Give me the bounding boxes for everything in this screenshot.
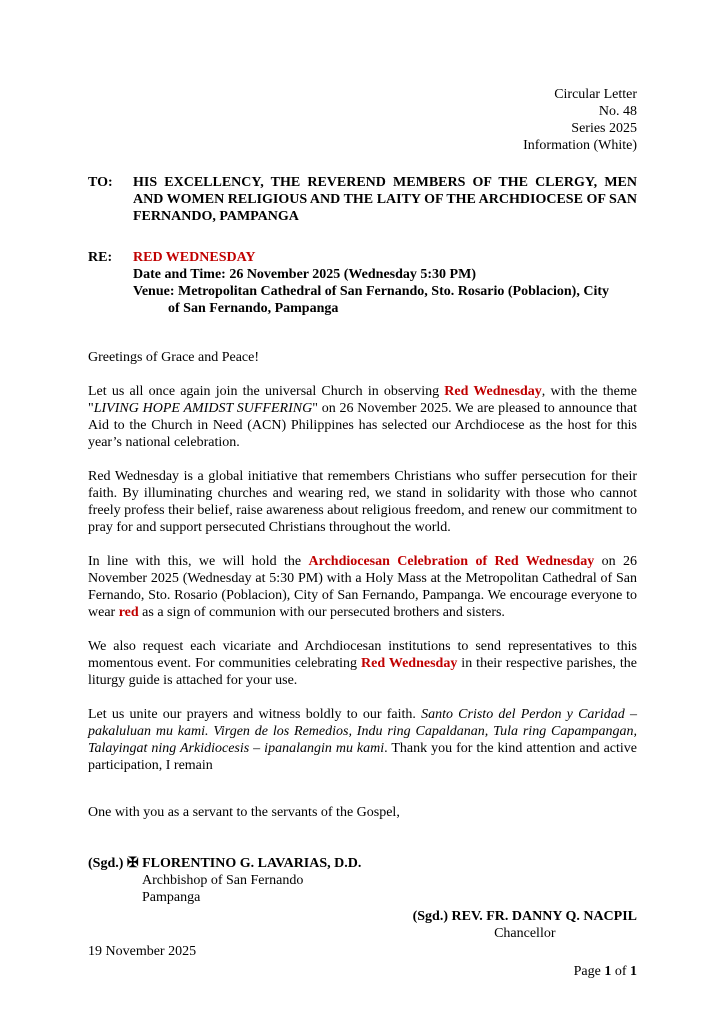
right-signature-name: (Sgd.) REV. FR. DANNY Q. NACPIL	[412, 909, 637, 924]
left-signature-name: (Sgd.) ✠ FLORENTINO G. LAVARIAS, D.D.	[88, 856, 362, 871]
letter-date: 19 November 2025	[88, 944, 197, 959]
right-signature-block	[413, 908, 637, 942]
header-line-classification: Information (White)	[523, 138, 637, 153]
body-paragraph-2: Red Wednesday is a global initiative that remembers Christians who suffer persecution for their faith. By illuminating churches and wearing red, we stand in solidarity with those who cannot freely profess their belief, raise awareness about religious freedom, and renew our commitment to pray for and support persecuted Christians throughout the world.	[88, 469, 637, 535]
to-text: HIS EXCELLENCY, THE REVEREND MEMBERS OF THE CLERGY, MEN AND WOMEN RELIGIOUS AND THE LAITY OF THE ARCHDIOCESE OF SAN FERNANDO, PAMPANGA	[133, 175, 637, 224]
body-paragraph-4: We also request each vicariate and Archdiocesan institutions to send representatives to this momentous event. For communities celebrating Red Wednesday in their respective parishes, the liturgy guide is attached for your use.	[88, 639, 637, 688]
header-line-number: No. 48	[598, 104, 637, 119]
re-datetime: Date and Time: 26 November 2025 (Wednesday 5:30 PM)	[133, 267, 476, 282]
body-paragraph-3: In line with this, we will hold the Archdiocesan Celebration of Red Wednesday on 26 November 2025 (Wednesday at 5:30 PM) with a Holy Mass at the Metropolitan Cathedral of San Fernando, Sto. Rosario (Poblacion), City of San Fernando, Pampanga. We encourage everyone to wear red as a sign of communion with our persecuted brothers and sisters.	[88, 554, 637, 620]
re-subject: RED WEDNESDAY	[133, 250, 256, 265]
to-label: TO:	[88, 175, 113, 190]
greeting: Greetings of Grace and Peace!	[88, 350, 260, 365]
body-paragraph-1: Let us all once again join the universal Church in observing Red Wednesday, with the theme "LIVING HOPE AMIDST SUFFERING" on 26 November 2025. We are pleased to announce that Aid to the Church in Need (ACN) Philippines has selected our Archdiocese as the host for this year’s national celebration.	[88, 384, 638, 450]
header-line-series: Series 2025	[571, 121, 637, 136]
left-signature-title: Archbishop of San Fernando	[142, 873, 304, 888]
page-number: Page 1 of 1	[573, 964, 637, 979]
letter-header	[88, 86, 637, 154]
header-line-circular-letter: Circular Letter	[554, 87, 637, 102]
re-venue-line1: Venue: Metropolitan Cathedral of San Fernando, Sto. Rosario (Poblacion), City	[133, 284, 609, 299]
left-signature-block	[88, 855, 637, 906]
body-paragraph-5: Let us unite our prayers and witness boldly to our faith. Santo Cristo del Perdon y Caridad – pakaluluan mu kami. Virgen de los Remedios, Indu ring Capaldanan, Tula ring Capampangan, Talayingat ning Arkidiocesis – ipanalangin mu kami. Thank you for the kind attention and active participation, I remain	[88, 707, 637, 773]
to-block	[88, 174, 637, 225]
left-signature-location: Pampanga	[142, 890, 201, 905]
re-venue-line2: of San Fernando, Pampanga	[168, 301, 339, 316]
right-signature-title: Chancellor	[494, 926, 556, 941]
re-label: RE:	[88, 250, 113, 265]
closing-line: One with you as a servant to the servants of the Gospel,	[88, 805, 400, 820]
re-block	[88, 249, 637, 317]
